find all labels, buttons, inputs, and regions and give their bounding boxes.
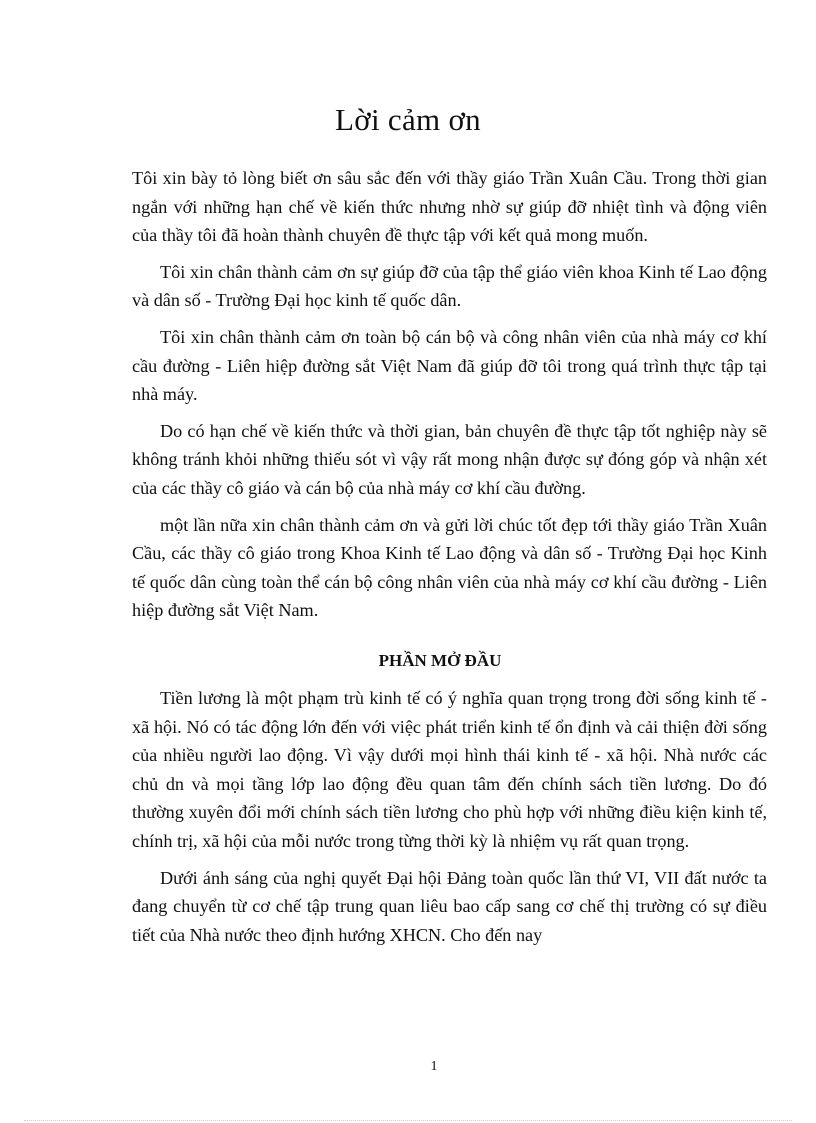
page-number: 1: [430, 1059, 438, 1074]
ack-paragraph-1-text: Tôi xin bày tỏ lòng biết ơn sâu sắc đến với thầy giáo Trần Xuân Cầu. Trong thời gian ngắn với những hạn chế về kiến thức nhưng nhờ sự giúp đỡ nhiệt tình và động viên của thầy tôi đã hoàn thành chuyên đề thực tập với kết quả mong muốn.: [132, 168, 767, 246]
ack-paragraph-3: [132, 323, 767, 409]
page-title: Lời cảm ơn: [335, 102, 481, 137]
intro-paragraph-1-text: Tiền lương là một phạm trù kinh tế có ý nghĩa quan trọng trong đời sống kinh tế - xã hội. Nó có tác động lớn đến với việc phát triển kinh tế ổn định và cải thiện đời sống của nhiều người lao động. Vì vậy dưới mọi hình thái kinh tế - xã hội. Nhà nước các chủ dn và mọi tầng lớp lao động đều quan tâm đến chính sách tiền lương. Do đó thường xuyên đổi mới chính sách tiền lương cho phù hợp với những điều kiện kinh tế, chính trị, xã hội của mỗi nước trong từng thời kỳ là nhiệm vụ rất quan trọng.: [132, 688, 767, 851]
ack-paragraph-2: [132, 258, 767, 315]
page-bottom-edge: [24, 1120, 792, 1121]
ack-paragraph-5-text: một lần nữa xin chân thành cảm ơn và gửi lời chúc tốt đẹp tới thầy giáo Trần Xuân Cầu, các thầy cô giáo trong Khoa Kinh tế Lao động và dân số - Trường Đại học Kinh tế quốc dân cùng toàn thể cán bộ công nhân viên của nhà máy cơ khí cầu đường - Liên hiệp đường sắt Việt Nam.: [132, 514, 767, 621]
ack-paragraph-4-text: Do có hạn chế về kiến thức và thời gian, bản chuyên đề thực tập tốt nghiệp này sẽ không tránh khỏi những thiếu sót vì vậy rất mong nhận được sự đóng góp và nhận xét của các thầy cô giáo và cán bộ của nhà máy cơ khí cầu đường.: [132, 420, 767, 498]
ack-paragraph-4: [132, 417, 767, 503]
section-heading: PHẦN MỞ ĐẦU: [378, 651, 502, 670]
ack-paragraph-3-text: Tôi xin chân thành cảm ơn toàn bộ cán bộ và công nhân viên của nhà máy cơ khí cầu đường - Liên hiệp đường sắt Việt Nam đã giúp đỡ tôi trong quá trình thực tập tại nhà máy.: [132, 326, 767, 405]
ack-paragraph-2-text: Tôi xin chân thành cảm ơn sự giúp đỡ của tập thể giáo viên khoa Kinh tế Lao động và dân số - Trường Đại học kinh tế quốc dân.: [132, 261, 767, 311]
intro-paragraph-2-text: Dưới ánh sáng của nghị quyết Đại hội Đảng toàn quốc lần thứ VI, VII đất nước ta đang chuyển từ cơ chế tập trung quan liêu bao cấp sang cơ chế thị trường có sự điều tiết của Nhà nước theo định hướng XHCN. Cho đến nay: [132, 867, 767, 945]
intro-paragraph-2: [132, 864, 767, 950]
ack-paragraph-5: [132, 511, 767, 625]
intro-paragraph-1: [132, 684, 767, 856]
acknowledgements-body: [132, 164, 767, 633]
introduction-body: [132, 684, 767, 957]
ack-paragraph-1: [132, 164, 767, 250]
